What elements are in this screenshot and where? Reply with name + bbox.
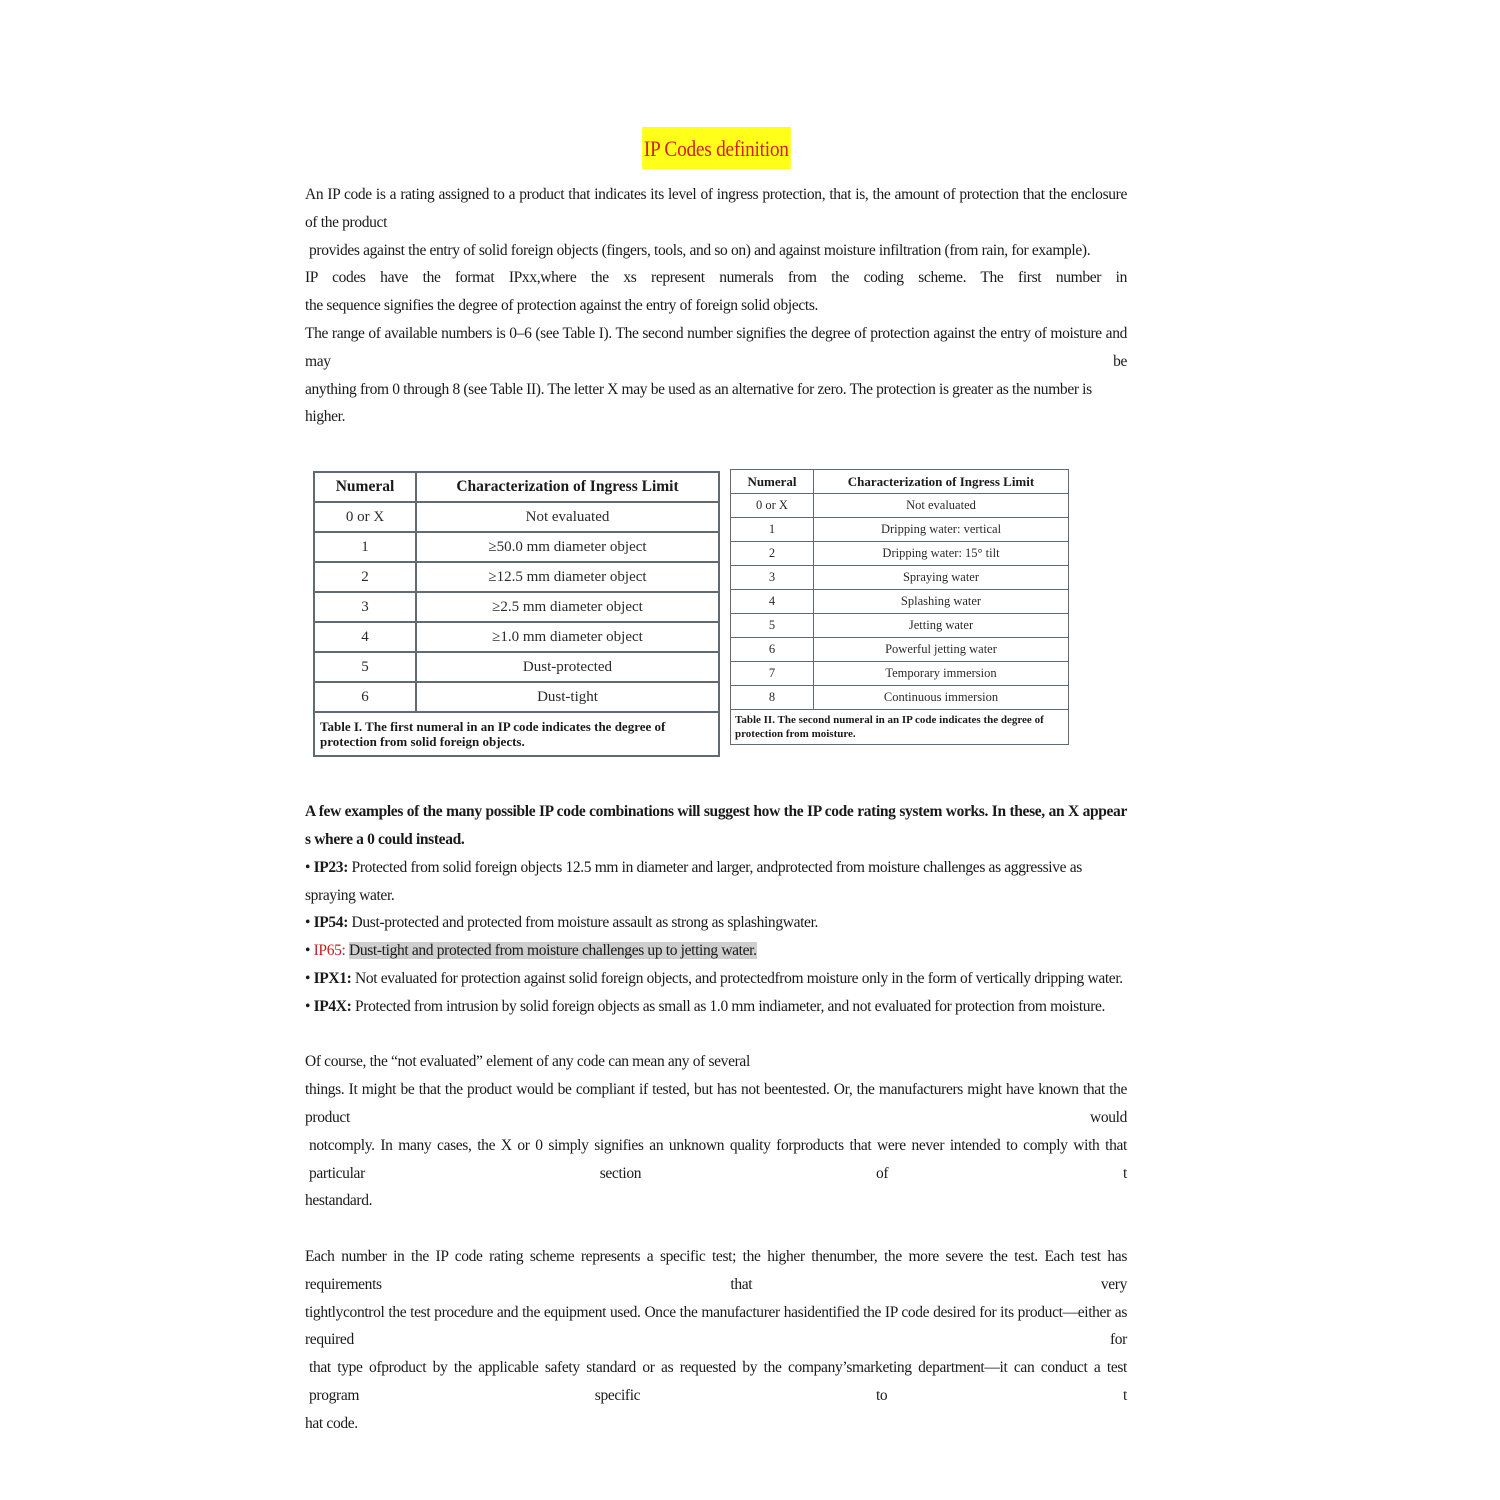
bullet: • [305, 969, 311, 987]
table-row [731, 590, 1069, 614]
table-header-row [731, 470, 1069, 494]
table-first-numeral [313, 471, 720, 757]
spacer [305, 1021, 1127, 1049]
table-caption: Table II. The second numeral in an IP code indicates the degree of protection from moisture. [731, 710, 1069, 745]
intro-line: IP codes have the format IPxx,where the xs represent numerals from the coding scheme. The first number in [305, 269, 1127, 287]
cell-limit: ≥50.0 mm diameter object [416, 532, 719, 562]
cell-limit: Temporary immersion [814, 662, 1069, 686]
table-header-row [314, 472, 719, 502]
cell-numeral: 7 [731, 662, 814, 686]
table-row [731, 518, 1069, 542]
list-item [305, 965, 1127, 993]
table-row [731, 662, 1069, 686]
intro-section [305, 181, 1127, 431]
table-row [731, 542, 1069, 566]
intro-line: anything from 0 through 8 (see Table II). The letter X may be used as an alternative for zero. The protection is greater as the number is higher. [305, 380, 1092, 426]
table-row [731, 614, 1069, 638]
list-item [305, 909, 1127, 937]
cell-numeral: 4 [731, 590, 814, 614]
intro-line: An IP code is a rating assigned to a product that indicates its level of ingress protection, that is, the amount of protection that the enclosure of the product [305, 186, 1127, 231]
page-title: IP Codes definition [642, 127, 790, 169]
bullet: • [305, 914, 311, 932]
title-container [305, 127, 1127, 173]
cell-numeral: 0 or X [314, 502, 416, 532]
ip-code: IP54: [313, 914, 349, 932]
intro-line: provides against the entry of solid foreign objects (fingers, tools, and so on) and against moisture infiltration (from rain, for example). [309, 241, 1091, 259]
list-item [305, 993, 1127, 1021]
bullet: • [305, 858, 311, 876]
list-item [305, 937, 1127, 965]
cell-numeral: 6 [314, 682, 416, 712]
cell-numeral: 2 [314, 562, 416, 592]
table-row [314, 502, 719, 532]
cell-limit: Dust-tight [416, 682, 719, 712]
tables-area [305, 471, 1127, 761]
table-caption-row [314, 712, 719, 756]
column-header: Characterization of Ingress Limit [814, 470, 1069, 494]
ip-description-highlighted: Dust-tight and protected from moisture challenges up to jetting water. [348, 942, 757, 960]
ip-description: Protected from solid foreign objects 12.5 mm in diameter and larger, andprotected from moisture challenges as aggressive as spraying water. [305, 858, 1082, 904]
ip-description: Dust-protected and protected from moisture assault as strong as splashingwater. [348, 914, 819, 932]
notes-line: hat code. [305, 1414, 358, 1432]
table-row [314, 622, 719, 652]
ip-description: Not evaluated for protection against solid foreign objects, and protectedfrom moisture only in the form of vertically dripping water. [351, 969, 1123, 987]
cell-numeral: 8 [731, 686, 814, 710]
cell-limit: Dripping water: vertical [814, 518, 1069, 542]
cell-numeral: 0 or X [731, 494, 814, 518]
column-header: Characterization of Ingress Limit [416, 472, 719, 502]
table-caption: Table I. The first numeral in an IP code indicates the degree of protection from solid foreign objects. [314, 712, 719, 756]
cell-numeral: 1 [314, 532, 416, 562]
ip-description: Protected from intrusion by solid foreign objects as small as 1.0 mm indiameter, and not evaluated for protection from moisture. [351, 997, 1106, 1015]
examples-lead: s where a 0 could instead. [305, 830, 465, 848]
cell-numeral: 4 [314, 622, 416, 652]
cell-limit: ≥1.0 mm diameter object [416, 622, 719, 652]
list-item [305, 854, 1127, 910]
cell-numeral: 5 [314, 652, 416, 682]
column-header: Numeral [314, 472, 416, 502]
table-second-numeral [730, 469, 1069, 745]
cell-numeral: 3 [731, 566, 814, 590]
table-caption-row [731, 710, 1069, 745]
cell-numeral: 3 [314, 592, 416, 622]
notes-line: notcomply. In many cases, the X or 0 simply signifies an unknown quality forproducts that were never intended to comply with that particular section of t [309, 1136, 1127, 1182]
cell-limit: ≥12.5 mm diameter object [416, 562, 719, 592]
cell-limit: Splashing water [814, 590, 1069, 614]
table-row [314, 652, 719, 682]
column-header: Numeral [731, 470, 814, 494]
cell-numeral: 6 [731, 638, 814, 662]
notes-line: things. It might be that the product would be compliant if tested, but has not beentested. Or, the manufacturers might have known that the product would [305, 1081, 1127, 1126]
notes-line: tightlycontrol the test procedure and the equipment used. Once the manufacturer hasidentified the IP code desired for its product—either as required for [305, 1303, 1127, 1349]
cell-limit: Spraying water [814, 566, 1069, 590]
notes-line: Of course, the “not evaluated” element of any code can mean any of several [305, 1053, 750, 1071]
cell-limit: ≥2.5 mm diameter object [416, 592, 719, 622]
notes-line: Each number in the IP code rating scheme represents a specific test; the higher thenumber, the more severe the test. Each test has requirements that very [305, 1247, 1127, 1293]
cell-limit: Continuous immersion [814, 686, 1069, 710]
examples-section [305, 798, 1127, 1437]
ip-code: IP65: [313, 942, 346, 960]
cell-limit: Not evaluated [814, 494, 1069, 518]
cell-limit: Powerful jetting water [814, 638, 1069, 662]
cell-limit: Jetting water [814, 614, 1069, 638]
cell-limit: Not evaluated [416, 502, 719, 532]
cell-numeral: 2 [731, 542, 814, 566]
table-row [314, 592, 719, 622]
intro-line: The range of available numbers is 0–6 (see Table I). The second number signifies the degree of protection against the entry of moisture and may be [305, 324, 1127, 370]
notes-line: that type ofproduct by the applicable safety standard or as requested by the company’smarketing department—it can conduct a test program specific to t [309, 1359, 1127, 1404]
table-row [731, 494, 1069, 518]
cell-numeral: 5 [731, 614, 814, 638]
bullet: • [305, 997, 311, 1015]
ip-code: IPX1: [313, 969, 352, 987]
document-page [305, 127, 1127, 1438]
cell-numeral: 1 [731, 518, 814, 542]
table-row [314, 532, 719, 562]
ip-code: IP4X: [313, 997, 352, 1015]
cell-limit: Dripping water: 15° tilt [814, 542, 1069, 566]
notes-line: hestandard. [305, 1192, 373, 1210]
spacer [305, 1215, 1127, 1243]
cell-limit: Dust-protected [416, 652, 719, 682]
intro-line: the sequence signifies the degree of protection against the entry of foreign solid objects. [305, 297, 819, 315]
table-row [731, 566, 1069, 590]
examples-lead: A few examples of the many possible IP code combinations will suggest how the IP code rating system works. In these, an X appear [305, 803, 1127, 821]
table-row [731, 638, 1069, 662]
bullet: • [305, 942, 311, 960]
table-row [731, 686, 1069, 710]
ip-code: IP23: [313, 858, 349, 876]
table-row [314, 562, 719, 592]
table-row [314, 682, 719, 712]
